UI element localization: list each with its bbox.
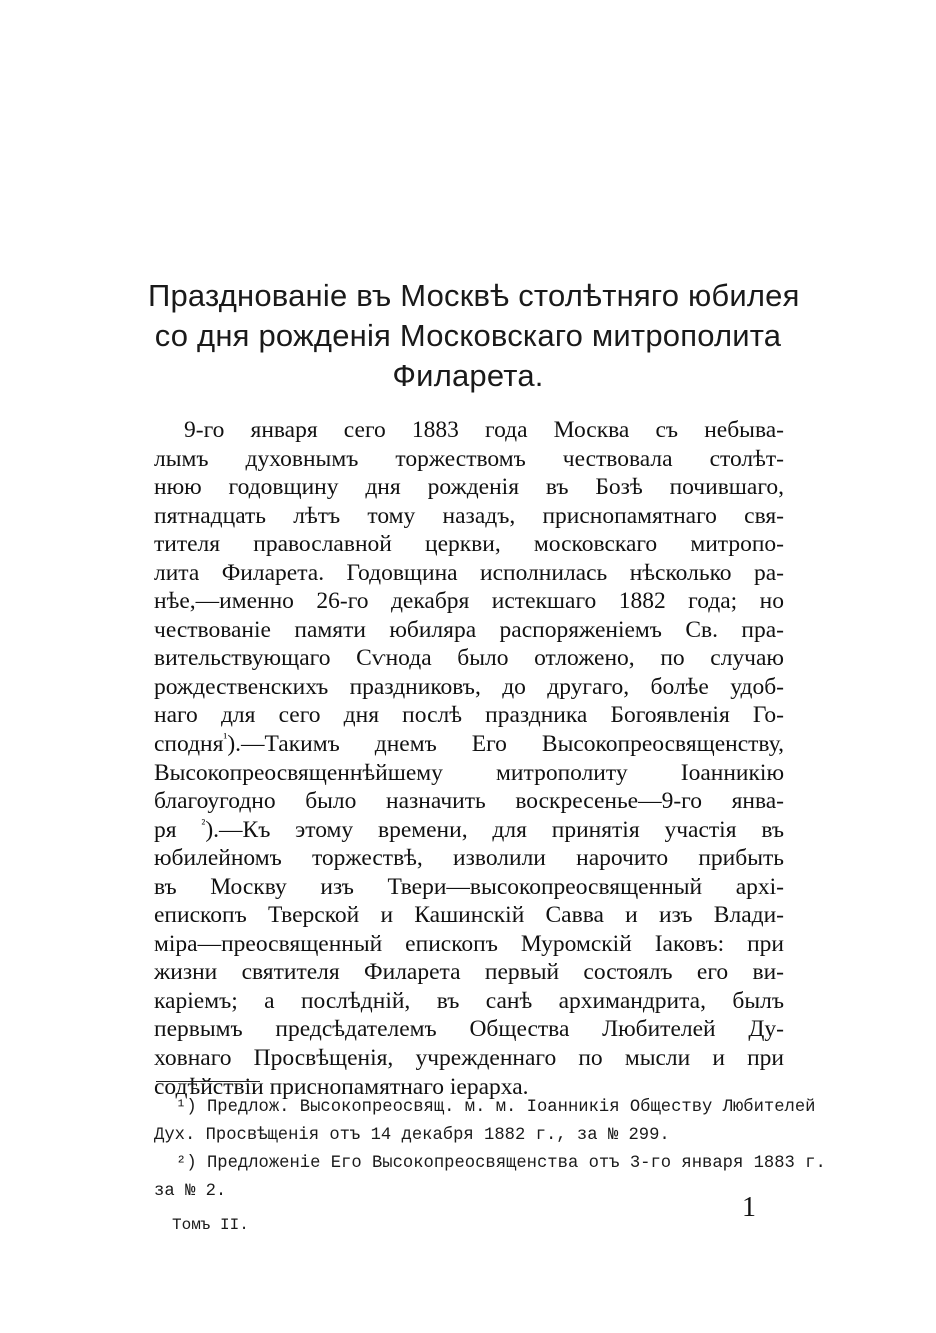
body-line: вительствующаго Сѵнода было отложено, по случаю — [154, 645, 784, 672]
body-line: лымъ духовнымъ торжествомъ чествовала столѣт- — [154, 445, 784, 472]
title-line: со дня рожденія Московскаго митрополита — [154, 318, 782, 353]
body-line: пятнадцать лѣтъ тому назадъ, приснопамятнаго свя- — [154, 502, 784, 529]
body-line: 9-го января сего 1883 года Москва съ небыва- — [184, 417, 784, 443]
title-line: Филарета. — [392, 358, 544, 393]
body-line: благоугодно было назначить воскресенье—9-го янва- — [154, 788, 784, 815]
footnote-2-line: ²) Предложеніе Его Высокопреосвященства отъ 3-го января 1883 г. — [176, 1154, 826, 1173]
page-number: 1 — [742, 1192, 756, 1223]
footnote-ref-2: ² — [201, 815, 206, 831]
body-line: въ Москву изъ Твери—высокопреосвященный архі- — [154, 873, 784, 900]
body-line: нюю годовщину дня рожденія въ Бозѣ почившаго, — [154, 474, 784, 501]
body-line: чествованіе памяти юбиляра распоряженіемъ Св. пра- — [154, 616, 784, 643]
body-line: первымъ предсѣдателемъ Общества Любителей Ду- — [154, 1016, 784, 1043]
body-line-with-footnote-2 — [154, 816, 784, 845]
body-text-fragment: сподня — [154, 731, 224, 758]
article-title — [148, 276, 800, 396]
volume-signature: Томъ II. — [172, 1216, 249, 1234]
body-line: лита Филарета. Годовщина исполнилась нѣсколько ра- — [154, 559, 784, 586]
body-line: епископъ Тверской и Кашинскій Савва и изъ Влади- — [154, 902, 784, 929]
body-line: каріемъ; а послѣдній, въ санѣ архимандрита, былъ — [154, 987, 784, 1014]
body-line: ховнаго Просвѣщенія, учрежденнаго по мысли и при — [154, 1045, 784, 1072]
body-line: рождественскихъ праздниковъ, до другаго, болѣе удоб- — [154, 673, 784, 700]
footnote-separator — [156, 1081, 260, 1082]
body-line: наго для сего дня послѣ праздника Богоявленія Го- — [154, 702, 784, 729]
body-line: жизни святителя Филарета первый состоялъ его ви- — [154, 959, 784, 986]
title-line: Празднованіе въ Москвѣ столѣтняго юбилея — [148, 278, 800, 313]
footnotes — [154, 1094, 826, 1206]
footnote-1-line: ¹) Предлож. Высокопреосвящ. м. м. Іоанникія Обществу Любителей — [176, 1098, 816, 1117]
body-line: содѣйствіи приснопамятнаго іерарха. — [154, 1073, 529, 1100]
body-line: Высокопреосвященнѣйшему митрополиту Іоанникію — [154, 759, 784, 786]
body-text-fragment: ).—Къ этому времени, для принятія участія въ — [205, 816, 784, 843]
body-text-fragment: ря — [154, 816, 202, 843]
footnote-1-line: Дух. Просвѣщенія отъ 14 декабря 1882 г., за № 299. — [154, 1126, 670, 1145]
body-line: нѣе,—именно 26-го декабря истекшаго 1882 года; но — [154, 588, 784, 615]
footnote-ref-1: ¹ — [223, 730, 228, 746]
body-line: тителя православной церкви, московскаго митропо- — [154, 531, 784, 558]
body-line: юбилейномъ торжествѣ, изволили нарочито прибыть — [154, 845, 784, 872]
article-body — [154, 416, 784, 1101]
footnote-2-line: за № 2. — [154, 1182, 227, 1201]
body-line-with-footnote-1 — [154, 730, 784, 759]
body-text-fragment: ).—Такимъ днемъ Его Высокопреосвященству, — [227, 731, 784, 758]
body-line: міра—преосвященный епископъ Муромскій Іаковъ: при — [154, 930, 784, 957]
